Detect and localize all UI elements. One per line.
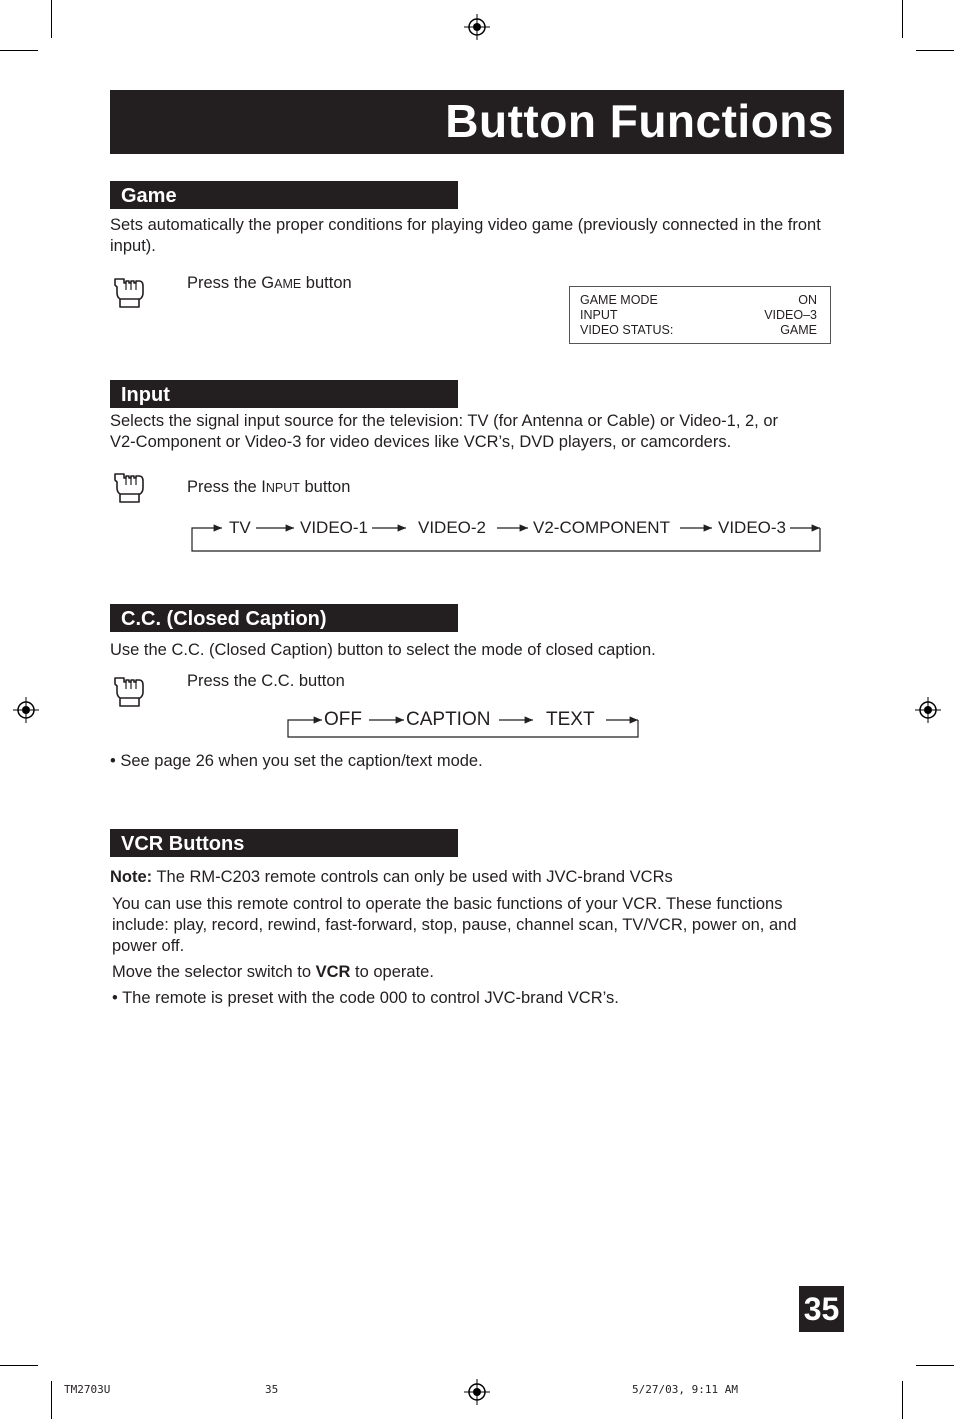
game-osd-box: [569, 286, 831, 344]
move-text: to operate.: [350, 963, 434, 981]
crop-mark: [0, 1365, 38, 1366]
osd-label: GAME MODE: [580, 293, 658, 307]
section-heading-game: Game: [110, 181, 458, 209]
note-text: The RM-C203 remote controls can only be used with JVC-brand VCRs: [152, 868, 673, 886]
crop-mark: [916, 1365, 954, 1366]
cc-press-instruction: Press the C.C. button: [187, 672, 345, 690]
cc-description: Use the C.C. (Closed Caption) button to select the mode of closed caption.: [110, 641, 656, 659]
osd-row: [580, 323, 817, 338]
cc-step-off: OFF: [324, 709, 362, 730]
input-step-v2-component: V2-COMPONENT: [533, 518, 670, 537]
crop-mark: [0, 50, 38, 51]
crop-mark: [916, 50, 954, 51]
crop-mark: [902, 1381, 903, 1419]
press-text: Press the I: [187, 478, 266, 496]
press-text: Press the G: [187, 274, 275, 292]
input-step-video1: VIDEO-1: [300, 518, 369, 537]
vcr-paragraph-line2: include: play, record, rewind, fast-forward, stop, pause, channel scan, TV/VCR, power on, and: [112, 916, 797, 934]
crop-mark: [51, 1381, 52, 1419]
registration-mark-icon: [464, 1379, 490, 1405]
vcr-paragraph-line3: power off.: [112, 937, 185, 955]
press-text-smallcaps: NPUT: [265, 481, 300, 495]
page-title-bar: [110, 90, 844, 154]
cc-note: • See page 26 when you set the caption/text mode.: [110, 752, 483, 770]
osd-value: VIDEO–3: [764, 308, 817, 322]
press-text-smallcaps: AME: [274, 277, 302, 291]
crop-mark: [902, 0, 903, 38]
press-text: button: [299, 478, 351, 496]
osd-row: [580, 293, 817, 308]
game-press-instruction: [187, 273, 352, 295]
press-text: button: [301, 274, 352, 292]
input-description-line1: Selects the signal input source for the television: TV (for Antenna or Cable) or Video-1, 2, or: [110, 412, 779, 430]
cc-step-text: TEXT: [546, 709, 595, 730]
osd-label: INPUT: [580, 308, 618, 322]
footer-timestamp: 5/27/03, 9:11 AM: [632, 1383, 738, 1396]
footer-file-name: TM2703U: [64, 1383, 111, 1396]
vcr-paragraph-line1: You can use this remote control to operate the basic functions of your VCR. These functions: [112, 895, 783, 913]
registration-mark-icon: [13, 697, 39, 723]
page-number: 35: [799, 1286, 844, 1332]
crop-mark: [51, 0, 52, 38]
input-step-video2: VIDEO-2: [418, 518, 487, 537]
section-heading-closed-caption: C.C. (Closed Caption): [110, 604, 458, 632]
game-description: Sets automatically the proper conditions for playing video game (previously connected in the front input).: [110, 216, 821, 255]
osd-value: GAME: [780, 323, 817, 337]
input-description-line2: V2-Component or Video-3 for video devices like VCR’s, DVD players, or camcorders.: [110, 433, 732, 451]
cc-step-caption: CAPTION: [406, 709, 491, 730]
move-text-bold: VCR: [315, 963, 351, 981]
hand-press-icon: [112, 674, 146, 708]
vcr-bullet: • The remote is preset with the code 000 to control JVC-brand VCR’s.: [112, 989, 619, 1007]
section-heading-input: Input: [110, 380, 458, 408]
input-press-instruction: [187, 477, 350, 499]
hand-press-icon: [112, 275, 146, 309]
input-step-tv: TV: [229, 518, 251, 537]
page-title: Button Functions: [445, 95, 834, 147]
registration-mark-icon: [915, 697, 941, 723]
vcr-selector-instruction: [112, 962, 434, 983]
osd-row: [580, 308, 817, 323]
osd-value: ON: [798, 293, 817, 307]
section-heading-vcr-buttons: VCR Buttons: [110, 829, 458, 857]
registration-mark-icon: [464, 14, 490, 40]
footer-page: 35: [265, 1383, 279, 1396]
hand-press-icon: [112, 470, 146, 504]
vcr-note: [110, 867, 673, 888]
move-text: Move the selector switch to: [112, 963, 316, 981]
osd-label: VIDEO STATUS:: [580, 323, 674, 337]
input-step-video3: VIDEO-3: [718, 518, 787, 537]
note-label: Note:: [110, 868, 153, 886]
